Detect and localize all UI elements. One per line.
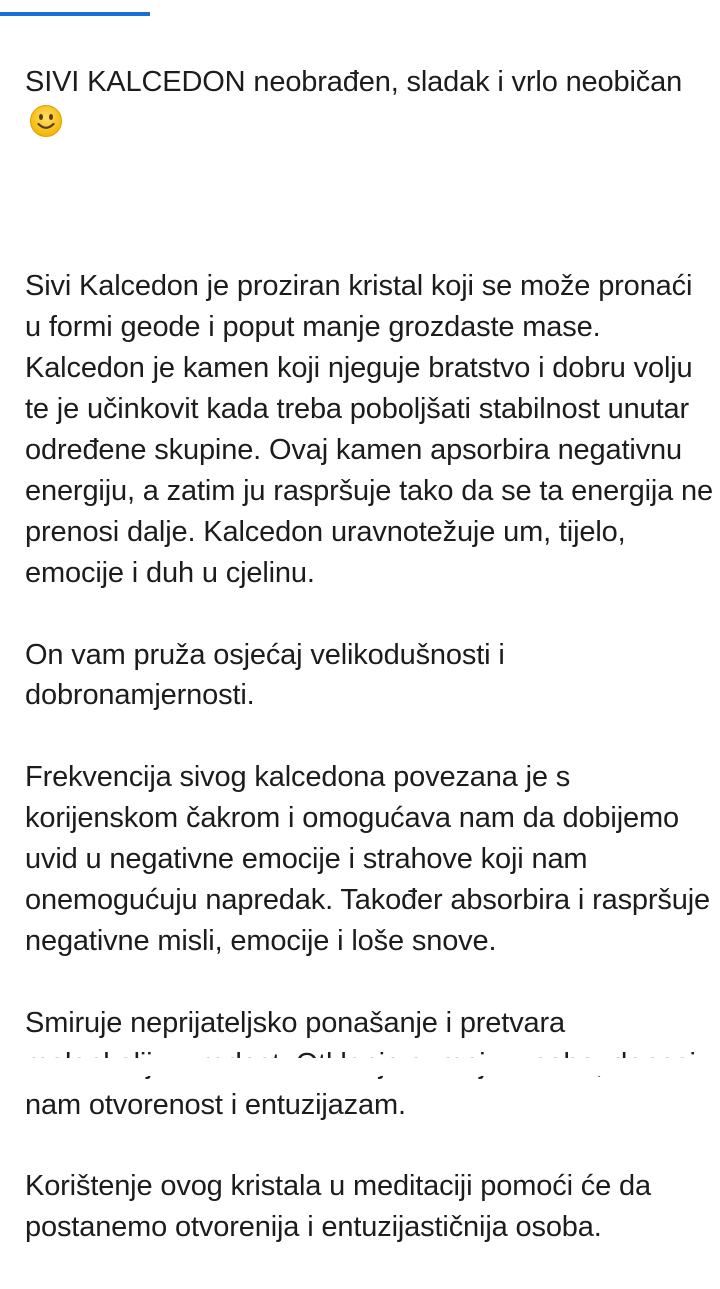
paragraph-meditation: Korištenje ovog kristala u meditaciji pomoći će da postanemo otvorenija i entuzijastičnija osoba. — [25, 1170, 651, 1244]
post-title-line — [25, 62, 715, 144]
smiling-face-icon — [29, 104, 63, 138]
blank-line — [25, 185, 715, 226]
paragraph-generosity: On vam pruža osjećaj velikodušnosti i dobronamjernosti. — [25, 638, 505, 712]
paragraph-frequency: Frekvencija sivog kalcedona povezana je s korijenskom čakrom i omogućava nam da dobijemo uvid u negativne emocije i strahove koji nam onemogućuju napredak. Također absorbira i raspršuje negativne misli, emocije i loše snove. — [25, 761, 711, 957]
paragraph-calming: Smiruje neprijateljsko ponašanje i pretvara nam otvorenost i entuzijazam. — [25, 1006, 566, 1121]
paragraph-description: Sivi Kalcedon je proziran kristal koji se može pronaći u formi geode i poput manje grozdaste mase. Kalcedon je kamen koji njeguje bratstvo i dobru volju te je učinkovit kada treba poboljšati stabilnost unutar određene skupine. Ovaj kamen apsorbira negativnu energiju, a zatim ju raspršuje tako da se ta energija ne prenosi dalje. Kalcedon uravnotežuje um, tijelo, emocije i duh u cjelinu. — [25, 270, 713, 589]
scroll-progress-indicator — [0, 12, 150, 16]
post-body — [25, 21, 715, 1289]
post-title-text: SIVI KALCEDON neobrađen, sladak i vrlo neobičan — [25, 65, 683, 98]
viewport-bottom-edge — [0, 1058, 720, 1076]
